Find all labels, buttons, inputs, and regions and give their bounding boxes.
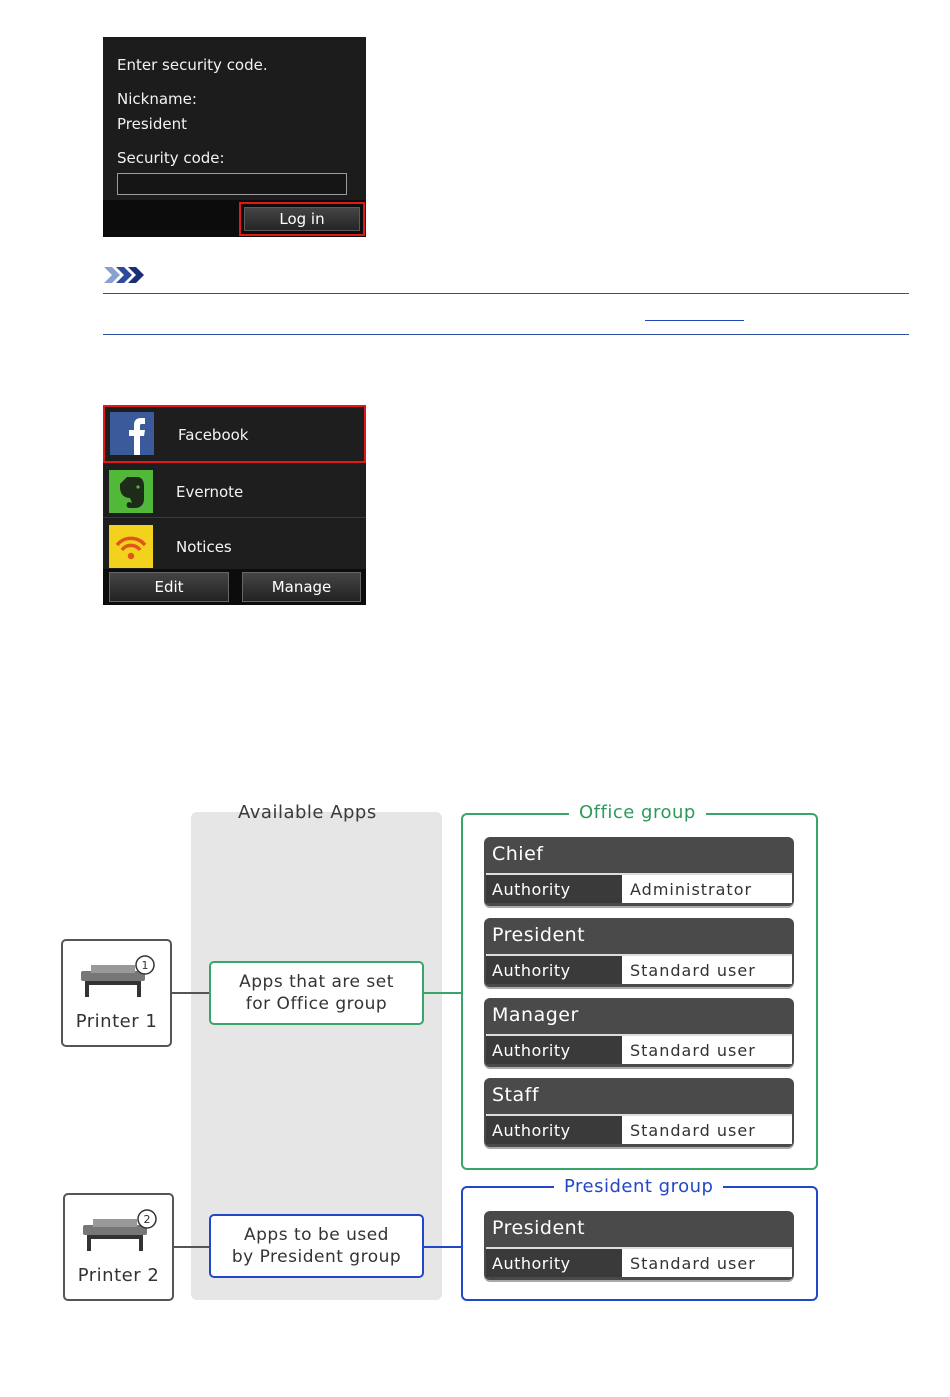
user-card-president (484, 918, 794, 987)
app-item-notices[interactable] (103, 519, 366, 573)
login-button[interactable]: Log in (244, 207, 360, 231)
user-name: Manager (492, 1004, 579, 1026)
printer-icon (81, 955, 155, 1005)
connector-office (424, 992, 462, 994)
app-list-screen (103, 405, 366, 605)
authority-label: Authority (486, 954, 622, 984)
apps-box-line: for Office group (245, 994, 388, 1014)
connector-president (424, 1246, 462, 1248)
note-box (103, 293, 909, 335)
app-label: Facebook (178, 426, 249, 444)
manage-button[interactable]: Manage (242, 572, 361, 602)
authority-label: Authority (486, 873, 622, 903)
apps-box-line: Apps that are set (239, 972, 394, 992)
authority-label: Authority (486, 1034, 622, 1064)
login-screen (103, 37, 366, 237)
app-item-facebook[interactable] (103, 405, 366, 463)
user-name: Staff (492, 1084, 540, 1106)
facebook-icon (110, 412, 154, 455)
security-code-prompt: Enter security code. (117, 56, 268, 74)
nickname-value: President (117, 115, 187, 133)
user-name: Chief (492, 843, 544, 865)
evernote-icon (109, 470, 153, 513)
apps-box-line: Apps to be used (244, 1225, 389, 1245)
printer-1 (61, 939, 172, 1047)
notices-icon (109, 525, 153, 568)
user-card-president-group (484, 1211, 794, 1280)
authority-value: Administrator (622, 873, 792, 903)
printer-label: Printer 2 (77, 1265, 160, 1286)
authority-label: Authority (486, 1114, 622, 1144)
user-name: President (492, 1217, 586, 1239)
available-apps-title: Available Apps (238, 802, 377, 823)
authority-value: Standard user (622, 1247, 792, 1277)
printer-icon (83, 1209, 157, 1259)
office-group-title: Office group (569, 802, 706, 823)
user-card-staff (484, 1078, 794, 1147)
printer-2 (63, 1193, 174, 1301)
apps-box-line: by President group (231, 1247, 402, 1267)
authority-value: Standard user (622, 1034, 792, 1064)
user-name: President (492, 924, 586, 946)
office-apps-box (209, 961, 424, 1025)
president-group-title: President group (554, 1176, 723, 1197)
app-label: Evernote (176, 483, 244, 501)
president-apps-box (209, 1214, 424, 1278)
connector-printer2 (174, 1246, 209, 1248)
printer-number: 1 (141, 959, 149, 972)
printer-label: Printer 1 (75, 1011, 158, 1032)
security-code-input[interactable] (117, 173, 347, 195)
authority-value: Standard user (622, 954, 792, 984)
app-item-evernote[interactable] (103, 464, 366, 518)
user-card-manager (484, 998, 794, 1067)
authority-label: Authority (486, 1247, 622, 1277)
connector-printer1 (172, 992, 209, 994)
note-link[interactable] (645, 319, 744, 321)
user-card-chief (484, 837, 794, 906)
authority-value: Standard user (622, 1114, 792, 1144)
security-code-label: Security code: (117, 149, 225, 167)
edit-button[interactable]: Edit (109, 572, 229, 602)
login-button-highlight[interactable] (239, 202, 365, 236)
note-icon (104, 265, 150, 285)
printer-number: 2 (143, 1213, 151, 1226)
nickname-label: Nickname: (117, 90, 197, 108)
app-label: Notices (176, 538, 232, 556)
